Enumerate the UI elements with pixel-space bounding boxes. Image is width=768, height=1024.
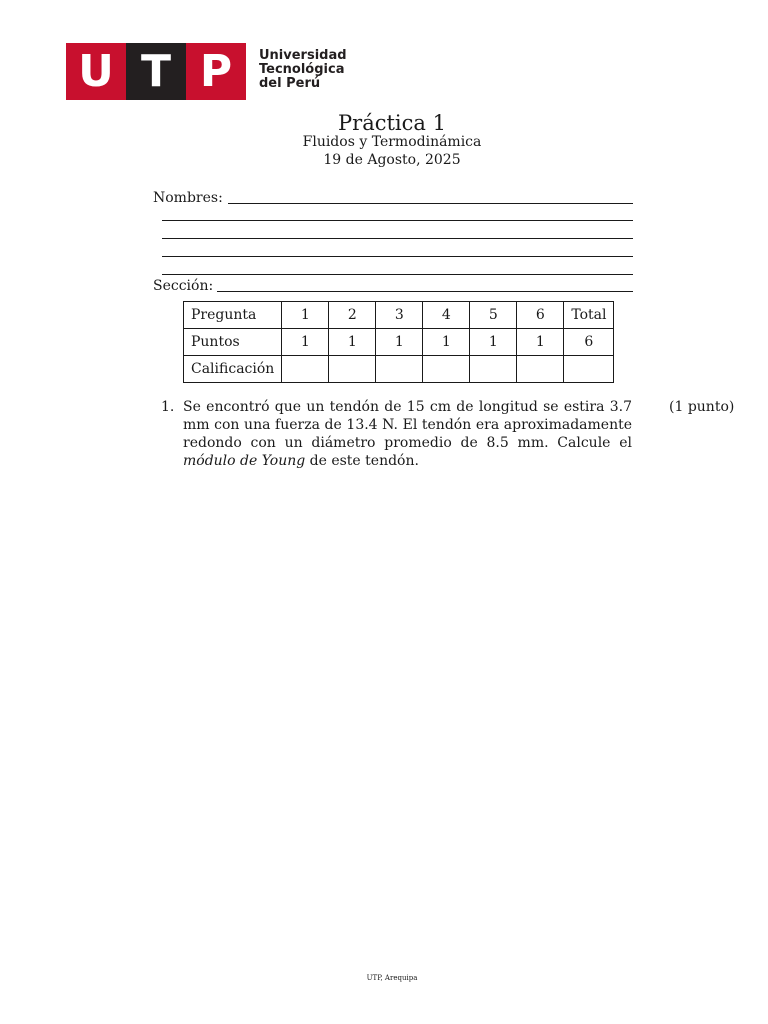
- logo-letter-u: U: [66, 43, 126, 100]
- score-cell[interactable]: [376, 356, 423, 383]
- score-cell[interactable]: [517, 356, 564, 383]
- score-cell[interactable]: [282, 356, 329, 383]
- question-text-part: mm con una fuerza de: [183, 417, 347, 433]
- table-row-question: [184, 302, 614, 329]
- table-cell: 1: [423, 329, 470, 356]
- table-cell: 6: [564, 329, 614, 356]
- question-text: [183, 398, 632, 470]
- table-cell: 4: [423, 302, 470, 329]
- names-line-3[interactable]: [162, 238, 633, 239]
- table-cell: 1: [282, 302, 329, 329]
- table-cell: 3: [376, 302, 423, 329]
- names-line-2[interactable]: [162, 220, 633, 221]
- table-cell: Pregunta: [184, 302, 282, 329]
- question-text-part: cm de longitud se estira: [424, 399, 610, 415]
- question-text-part: mm. Calcule el: [508, 435, 632, 451]
- university-name-line-3: del Perú: [259, 76, 321, 91]
- table-cell: Total: [564, 302, 614, 329]
- page-title: Práctica 1: [338, 111, 446, 135]
- question-text-part: N. El tendón era aproximadamente redondo con un diámetro promedio de: [183, 417, 632, 451]
- utp-logo: [66, 43, 347, 100]
- logo-letter-t: T: [126, 43, 186, 100]
- names-label: Nombres:: [153, 190, 223, 206]
- question-text-part: Se encontró que un tendón de: [183, 399, 407, 415]
- question-points: (1 punto): [669, 399, 735, 415]
- table-cell: 1: [282, 329, 329, 356]
- names-line-4[interactable]: [162, 256, 633, 257]
- question-value: 8.5: [486, 435, 509, 451]
- score-cell[interactable]: [423, 356, 470, 383]
- page-footer: UTP, Arequipa: [366, 974, 418, 982]
- score-cell[interactable]: [564, 356, 614, 383]
- table-cell: 5: [470, 302, 517, 329]
- score-cell[interactable]: [329, 356, 376, 383]
- table-cell: 1: [376, 329, 423, 356]
- course-name: Fluidos y Termodinámica: [302, 134, 482, 150]
- question-text-part: de este tendón.: [305, 453, 419, 469]
- question-number: 1.: [161, 399, 175, 415]
- section-line[interactable]: [217, 291, 633, 292]
- names-line-1[interactable]: [228, 203, 633, 204]
- question-value: 13.4: [346, 417, 378, 433]
- table-row-points: [184, 329, 614, 356]
- table-cell: 1: [470, 329, 517, 356]
- university-name: [259, 49, 347, 91]
- table-cell: 1: [329, 329, 376, 356]
- table-cell: 2: [329, 302, 376, 329]
- logo-letter-p: P: [186, 43, 246, 100]
- grade-table: [183, 301, 614, 383]
- question-value: 3.7: [609, 399, 632, 415]
- exam-date: 19 de Agosto, 2025: [323, 152, 461, 168]
- names-line-5[interactable]: [162, 274, 633, 275]
- score-cell[interactable]: [470, 356, 517, 383]
- table-cell: Puntos: [184, 329, 282, 356]
- question-value: 15: [406, 399, 425, 415]
- table-cell: Calificación: [184, 356, 282, 383]
- section-label: Sección:: [153, 278, 214, 294]
- university-name-line-2: Tecnológica: [259, 62, 345, 77]
- table-row-score: [184, 356, 614, 383]
- table-cell: 6: [517, 302, 564, 329]
- question-term: módulo de Young: [183, 453, 306, 469]
- university-name-line-1: Universidad: [259, 48, 347, 63]
- table-cell: 1: [517, 329, 564, 356]
